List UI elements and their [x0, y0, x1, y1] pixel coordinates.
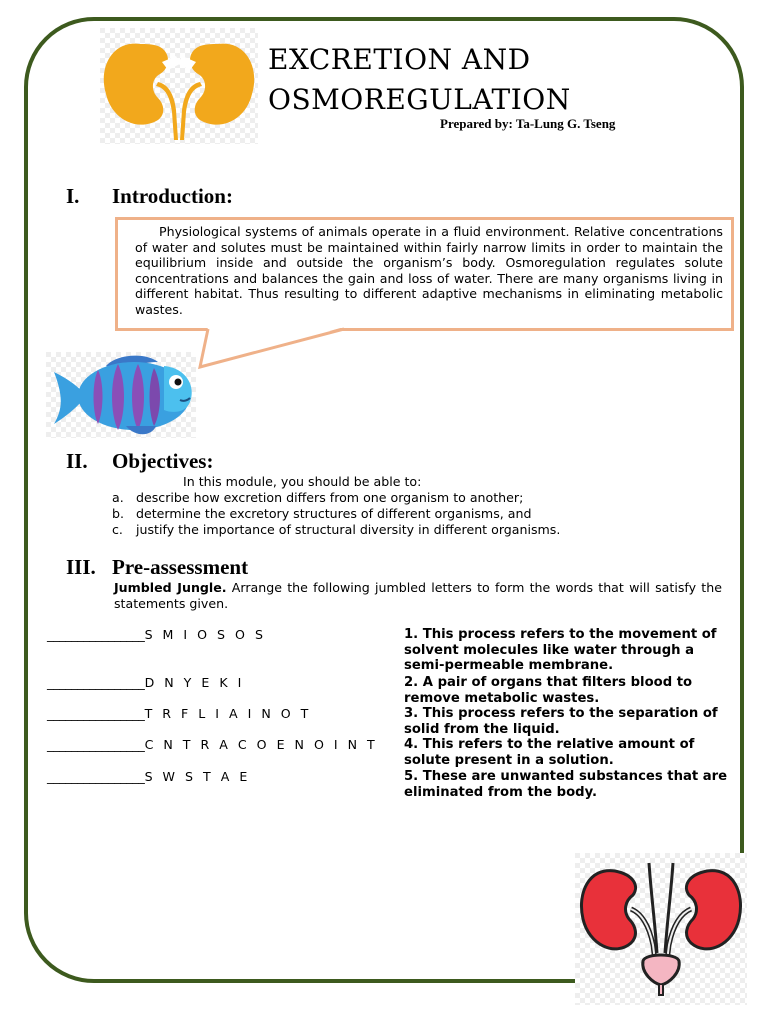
statement-4: 4. This refers to the relative amount of solute present in a solution.	[404, 737, 695, 768]
activity-title: Jumbled Jungle.	[114, 580, 227, 595]
page-title	[268, 40, 571, 120]
section-title: Pre-assessment	[112, 555, 249, 579]
introduction-text: Physiological systems of animals operate in a fluid environment. Relative concentrations of water and solutes must be maintained within fairly narrow limits in order to maintain the equilibrium inside and outside the organism’s body. Osmoregulation regulates solute concentrations and balances the gain and loss of water. There are many organisms living in different habitat. Thus resulting to different adaptive mechanisms in eliminating metabolic wastes.	[135, 224, 723, 317]
instructions-text: Arrange the following jumbled letters to form the words that will satisfy the statements given.	[114, 580, 722, 611]
kidneys-icon	[100, 28, 258, 144]
list-text: describe how excretion differs from one organism to another;	[136, 490, 524, 505]
answer-blank[interactable]: ________________	[47, 675, 145, 690]
list-text: justify the importance of structural diversity in different organisms.	[136, 522, 561, 537]
list-marker: a.	[112, 490, 124, 505]
fish-icon	[46, 352, 196, 438]
preassessment-heading	[66, 555, 248, 580]
answer-blank[interactable]: ________________	[47, 769, 145, 784]
title-line-1: EXCRETION AND	[268, 43, 531, 76]
section-title: Objectives:	[112, 449, 214, 473]
jumbled-word: D N Y E K I	[144, 675, 245, 690]
answer-blank[interactable]: ________________	[47, 627, 145, 642]
list-item	[112, 506, 560, 522]
title-line-2: OSMOREGULATION	[268, 83, 571, 116]
introduction-heading	[66, 184, 233, 209]
urinary-system-icon	[575, 853, 747, 1005]
statement-2: 2. A pair of organs that filters blood to remove metabolic wastes.	[404, 675, 693, 706]
jumbled-item	[47, 675, 244, 690]
list-marker: b.	[112, 506, 124, 521]
section-number: I.	[66, 184, 80, 208]
objectives-list	[112, 490, 560, 538]
answer-blank[interactable]: ________________	[47, 737, 145, 752]
list-item	[112, 490, 560, 506]
jumbled-word: S W S T A E	[144, 769, 251, 784]
list-text: determine the excretory structures of different organisms, and	[136, 506, 532, 521]
jumbled-item	[47, 737, 378, 752]
objectives-heading	[66, 449, 213, 474]
prepared-by: Prepared by: Ta-Lung G. Tseng	[440, 116, 616, 131]
answer-blank[interactable]: ________________	[47, 706, 145, 721]
list-marker: c.	[112, 522, 123, 537]
jumbled-word: T R F L I A I N O T	[144, 706, 312, 721]
statement-1: 1. This process refers to the movement of solvent molecules like water through a semi-permeable membrane.	[404, 627, 717, 674]
speech-bubble-tail	[196, 327, 346, 371]
list-item	[112, 522, 560, 538]
jumbled-word: S M I O S O S	[144, 627, 266, 642]
jumbled-item	[47, 706, 311, 721]
section-title: Introduction:	[112, 184, 233, 208]
jumbled-item	[47, 627, 266, 642]
statement-5: 5. These are unwanted substances that are eliminated from the body.	[404, 769, 728, 800]
objectives-intro: In this module, you should be able to:	[183, 474, 422, 489]
preassessment-instructions	[114, 580, 722, 612]
section-number: III.	[66, 555, 96, 579]
jumbled-item	[47, 769, 250, 784]
statement-3: 3. This process refers to the separation of solid from the liquid.	[404, 706, 718, 737]
jumbled-word: C N T R A C O E N O I N T	[144, 737, 378, 752]
section-number: II.	[66, 449, 88, 473]
